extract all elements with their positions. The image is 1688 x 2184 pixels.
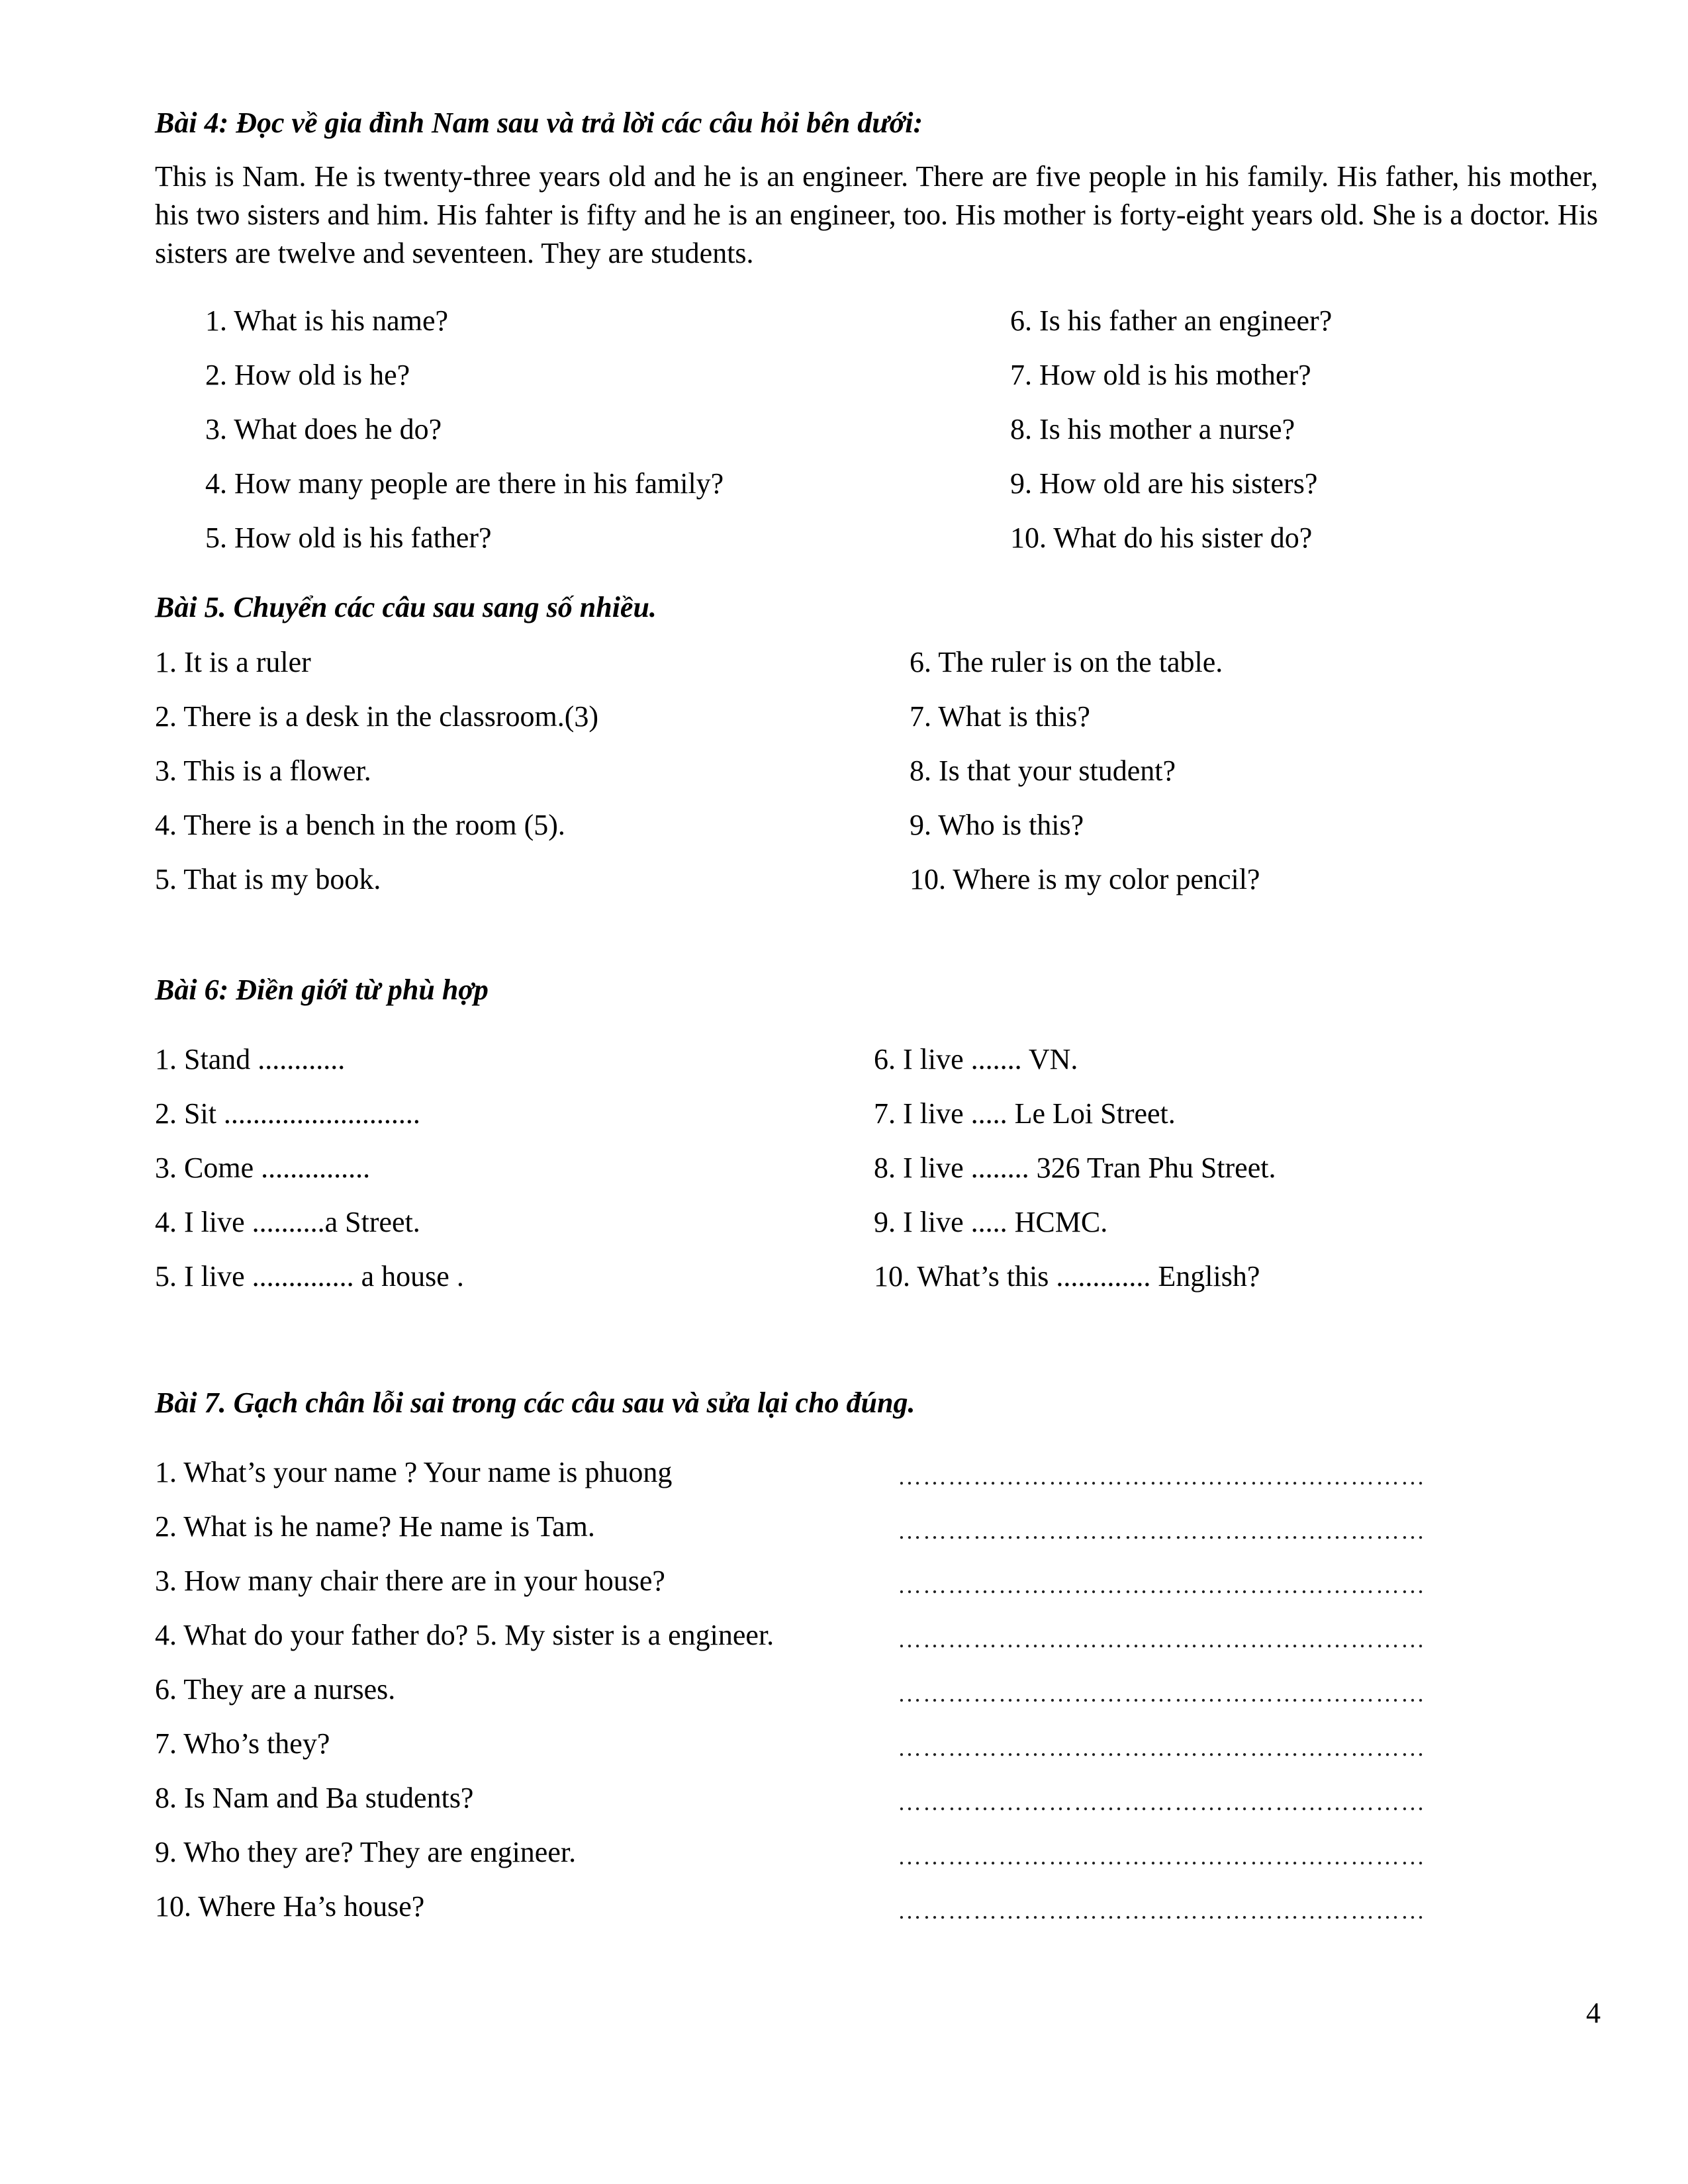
bai4-question: 5. How old is his father? [205,522,492,554]
bai7-title: Bài 7. Gạch chân lỗi sai trong các câu sau và sửa lại cho đúng. [155,1387,915,1419]
answer-line: ……………………………………………………… [898,1463,1426,1490]
bai4-question: 4. How many people are there in his family? [205,467,724,500]
bai4-question: 8. Is his mother a nurse? [1010,413,1295,445]
bai4-question: 9. How old are his sisters? [1010,467,1318,500]
answer-line: ……………………………………………………… [898,1572,1426,1598]
bai6-title: Bài 6: Điền giới từ phù hợp [155,974,489,1006]
bai6-sentence: 3. Come ............... [155,1152,371,1184]
bai5-sentence: 9. Who is this? [910,809,1084,841]
bai4-question: 10. What do his sister do? [1010,522,1313,554]
answer-line: ……………………………………………………… [898,1843,1426,1870]
answer-line: ……………………………………………………… [898,1518,1426,1544]
bai6-sentence: 10. What’s this ............. English? [874,1260,1260,1293]
bai7-sentence: 3. How many chair there are in your house? [155,1565,665,1597]
bai5-sentence: 2. There is a desk in the classroom.(3) [155,700,599,733]
bai5-sentence: 1. It is a ruler [155,646,311,678]
bai5-sentence: 10. Where is my color pencil? [910,863,1260,895]
bai6-sentence: 1. Stand ............ [155,1043,346,1075]
bai5-title: Bài 5. Chuyển các câu sau sang số nhiều. [155,591,657,623]
bai5-sentence: 6. The ruler is on the table. [910,646,1223,678]
bai6-sentence: 8. I live ........ 326 Tran Phu Street. [874,1152,1276,1184]
bai7-sentence: 10. Where Ha’s house? [155,1890,425,1923]
bai5-sentence: 8. Is that your student? [910,754,1176,787]
bai7-sentence: 8. Is Nam and Ba students? [155,1782,474,1814]
bai5-sentence: 5. That is my book. [155,863,381,895]
bai6-sentence: 9. I live ..... HCMC. [874,1206,1108,1238]
answer-line: ……………………………………………………… [898,1626,1426,1653]
bai4-question: 1. What is his name? [205,304,448,337]
bai6-sentence: 7. I live ..... Le Loi Street. [874,1097,1176,1130]
page-number: 4 [1586,1997,1601,2029]
bai6-sentence: 6. I live ....... VN. [874,1043,1078,1075]
bai4-title: Bài 4: Đọc về gia đình Nam sau và trả lời các câu hỏi bên dưới: [155,107,923,139]
bai4-question: 3. What does he do? [205,413,442,445]
answer-line: ……………………………………………………… [898,1789,1426,1815]
bai6-sentence: 2. Sit ........................... [155,1097,420,1130]
bai7-sentence: 6. They are a nurses. [155,1673,396,1706]
bai7-sentence: 4. What do your father do? 5. My sister is a engineer. [155,1619,774,1651]
bai7-sentence: 1. What’s your name ? Your name is phuong [155,1456,673,1488]
bai4-question: 2. How old is he? [205,359,410,391]
bai4-question: 7. How old is his mother? [1010,359,1311,391]
bai7-sentence: 7. Who’s they? [155,1727,330,1760]
bai4-paragraph: This is Nam. He is twenty-three years old and he is an engineer. There are five people in his family. His father, his mother, his two sisters and him. His fahter is fifty and he is an engineer, too. His mother is forty-eight years old. She is a doctor. His sisters are twelve and seventeen. They are students. [155,160,1598,269]
bai5-sentence: 7. What is this? [910,700,1090,733]
bai4-question: 6. Is his father an engineer? [1010,304,1333,337]
bai5-sentence: 3. This is a flower. [155,754,371,787]
bai6-sentence: 5. I live .............. a house . [155,1260,464,1293]
bai7-sentence: 9. Who they are? They are engineer. [155,1836,577,1868]
answer-line: ……………………………………………………… [898,1680,1426,1707]
answer-line: ……………………………………………………… [898,1735,1426,1761]
bai5-sentence: 4. There is a bench in the room (5). [155,809,565,841]
bai7-sentence: 2. What is he name? He name is Tam. [155,1510,595,1543]
answer-line: ……………………………………………………… [898,1897,1426,1924]
bai6-sentence: 4. I live ..........a Street. [155,1206,420,1238]
